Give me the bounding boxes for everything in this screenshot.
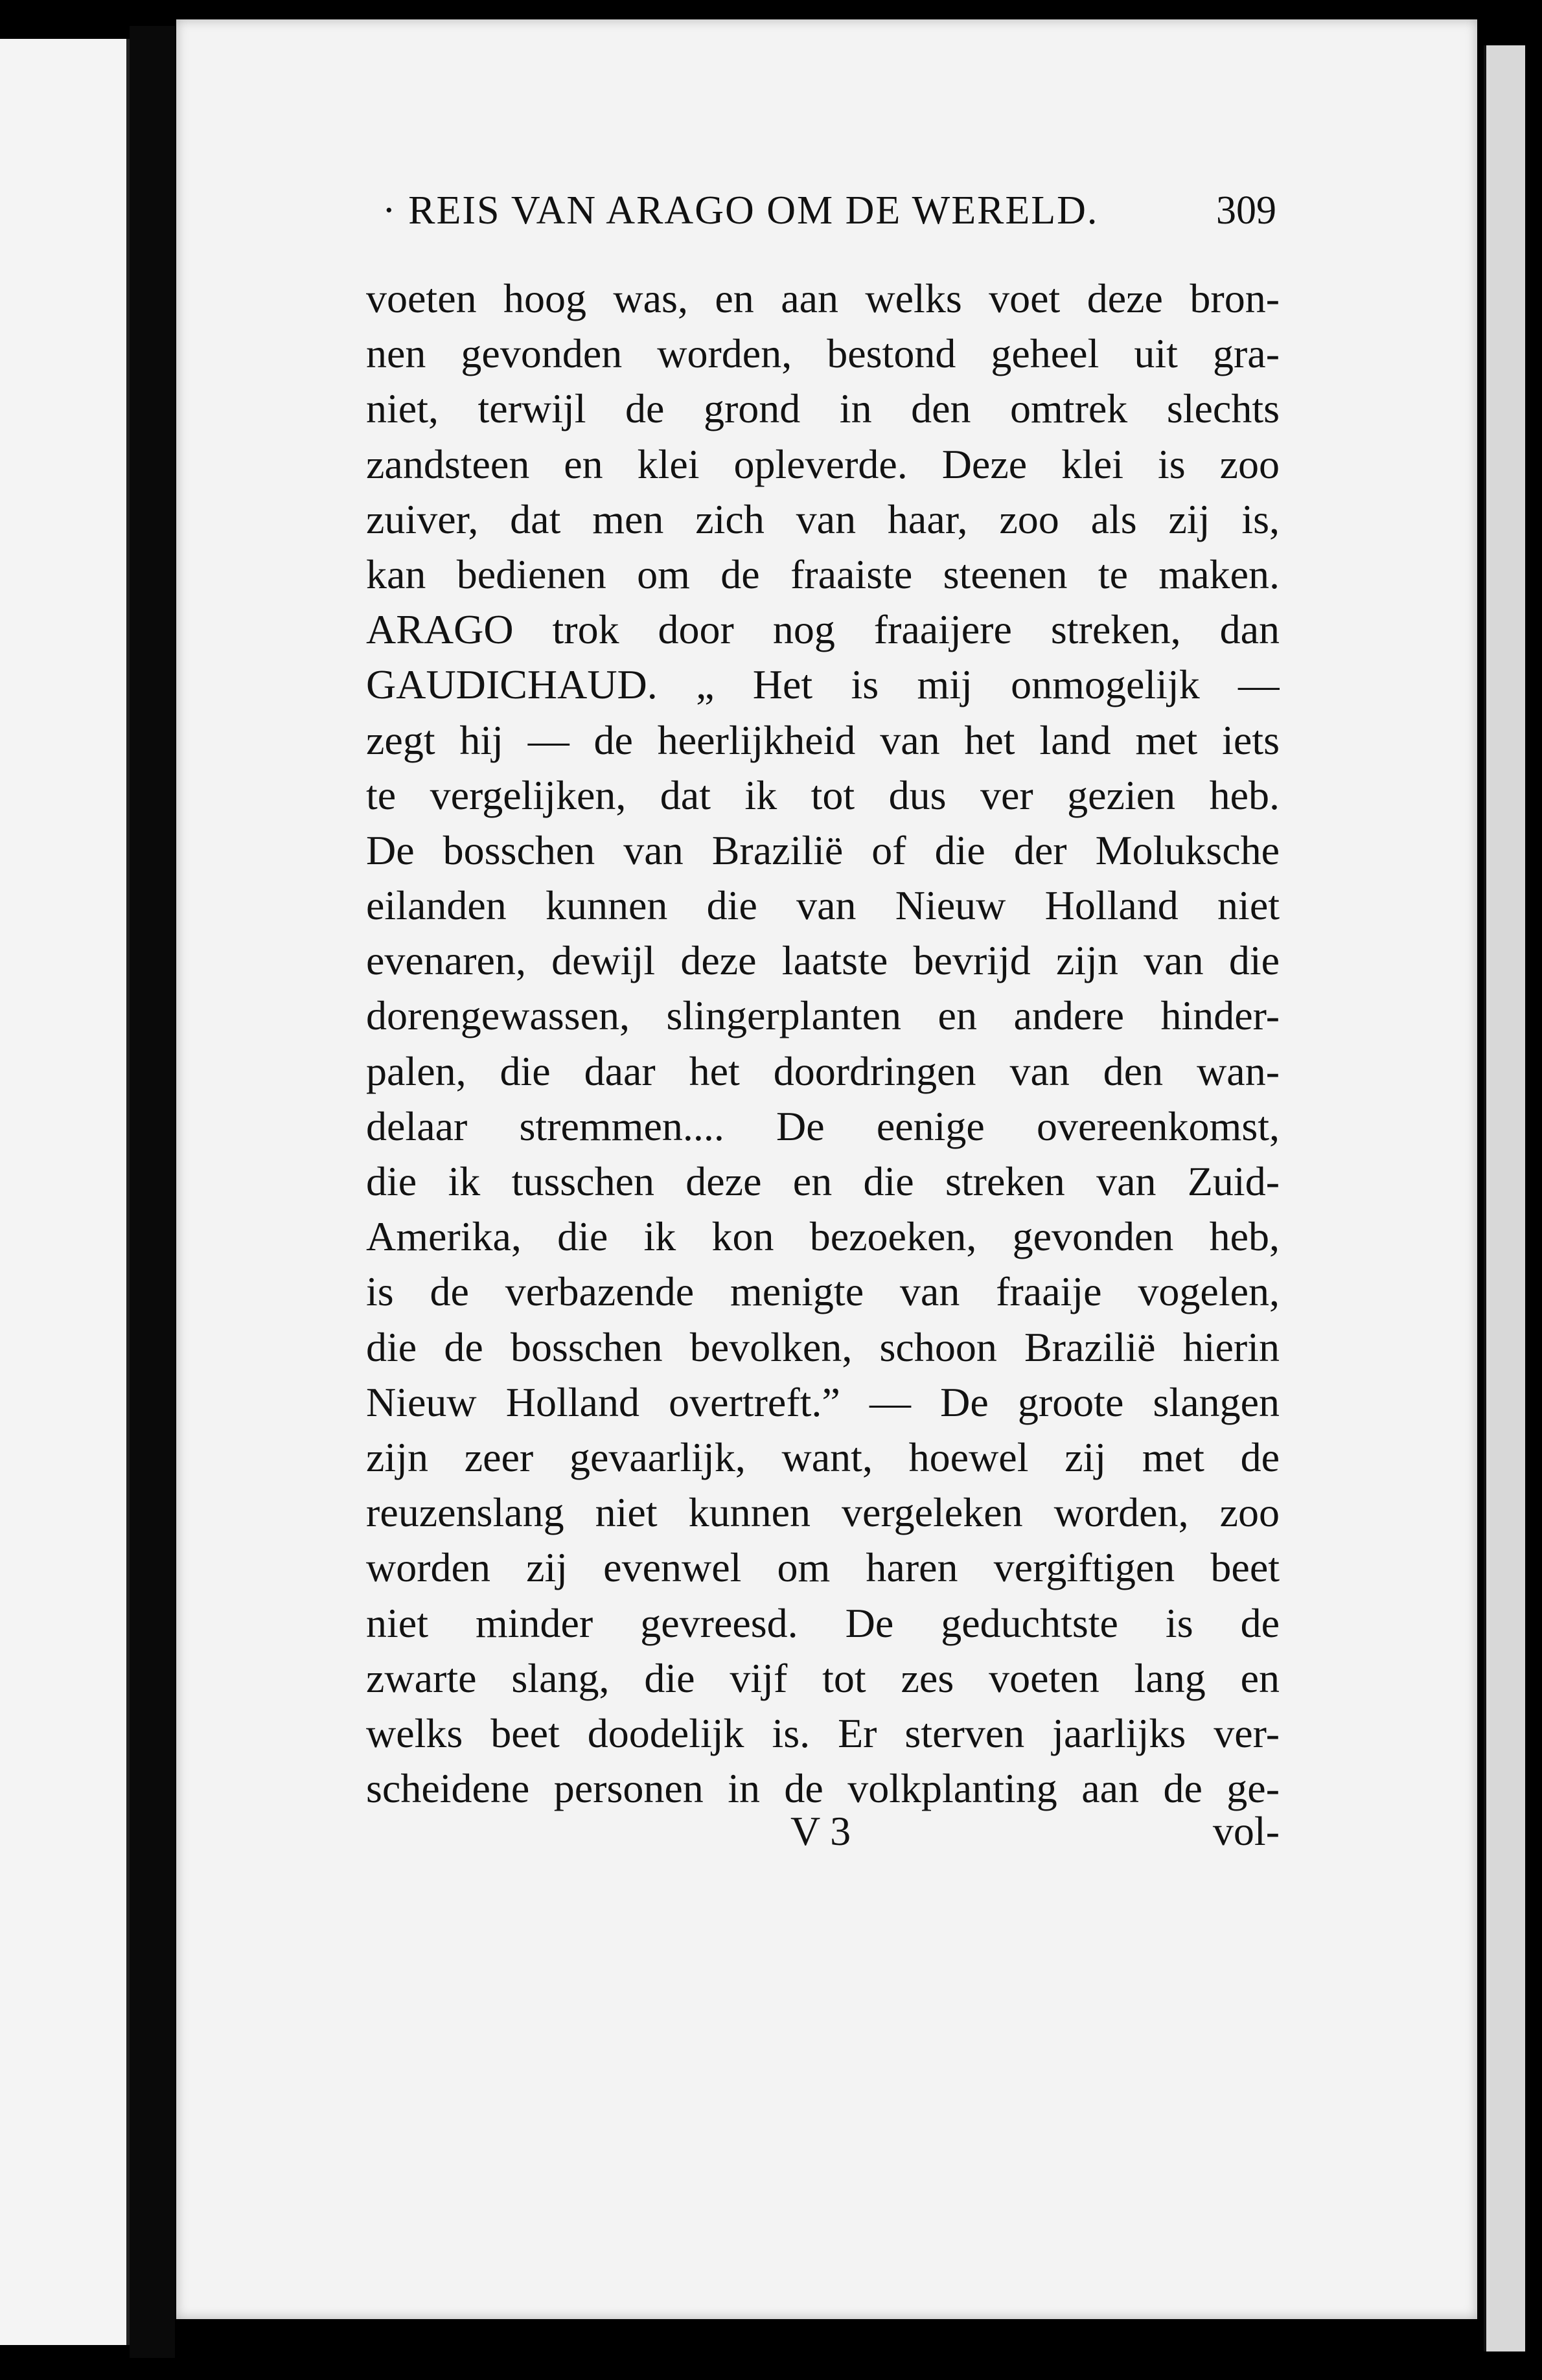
text-line: zegt hij — de heerlijkheid van het land met iets bbox=[366, 716, 1280, 763]
text-line: niet minder gevreesd. De geduchtste is de bbox=[366, 1599, 1280, 1646]
text-line: te vergelijken, dat ik tot dus ver gezien heb. bbox=[366, 772, 1280, 818]
text-line: die ik tusschen deze en die streken van Zuid- bbox=[366, 1158, 1280, 1204]
page-edge-right bbox=[1484, 45, 1525, 2351]
signature-mark: V 3 bbox=[790, 1808, 851, 1854]
text-line: zwarte slang, die vijf tot zes voeten lang en bbox=[366, 1654, 1280, 1701]
text-line: Nieuw Holland overtreft.” — De groote slangen bbox=[366, 1379, 1280, 1425]
text-line: kan bedienen om de fraaiste steenen te maken. bbox=[366, 551, 1280, 597]
page-number: 309 bbox=[1216, 189, 1276, 233]
facing-page-edge bbox=[0, 39, 130, 2345]
text-line: zijn zeer gevaarlijk, want, hoewel zij met de bbox=[366, 1434, 1280, 1480]
text-line: ARAGO trok door nog fraaijere streken, dan bbox=[366, 606, 1280, 653]
text-line: is de verbazende menigte van fraaije vogelen, bbox=[366, 1268, 1280, 1315]
body-text bbox=[366, 271, 1280, 1816]
text-line: voeten hoog was, en aan welks voet deze bron- bbox=[366, 275, 1280, 321]
text-line: welks beet doodelijk is. Er sterven jaarlijks ver- bbox=[366, 1710, 1280, 1756]
text-line: nen gevonden worden, bestond geheel uit gra- bbox=[366, 330, 1280, 377]
running-head-title: · REIS VAN ARAGO OM DE WERELD. bbox=[382, 189, 1099, 233]
text-line: De bosschen van Brazilië of die der Moluksche bbox=[366, 827, 1280, 873]
text-line: scheidene personen in de volkplanting aan de ge- bbox=[366, 1765, 1280, 1812]
text-line: zuiver, dat men zich van haar, zoo als zij is, bbox=[366, 496, 1280, 542]
text-line: niet, terwijl de grond in den omtrek slechts bbox=[366, 385, 1280, 432]
text-line: worden zij evenwel om haren vergiftigen beet bbox=[366, 1544, 1280, 1591]
catchword: vol- bbox=[1212, 1808, 1280, 1854]
text-line: die de bosschen bevolken, schoon Brazilië hierin bbox=[366, 1323, 1280, 1370]
page-footer bbox=[366, 1807, 1280, 1866]
text-line: zandsteen en klei opleverde. Deze klei is zoo bbox=[366, 441, 1280, 487]
text-line: eilanden kunnen die van Nieuw Holland niet bbox=[366, 882, 1280, 929]
text-line: dorengewassen, slingerplanten en andere hinder- bbox=[366, 992, 1280, 1039]
text-line: delaar stremmen.... De eenige overeenkomst, bbox=[366, 1103, 1280, 1149]
running-head bbox=[382, 188, 1276, 246]
text-line: reuzenslang niet kunnen vergeleken worden, zoo bbox=[366, 1489, 1280, 1536]
text-line: Amerika, die ik kon bezoeken, gevonden heb, bbox=[366, 1213, 1280, 1260]
text-line: GAUDICHAUD. „ Het is mij onmogelijk — bbox=[366, 661, 1280, 708]
book-gutter bbox=[130, 26, 175, 2358]
text-line: evenaren, dewijl deze laatste bevrijd zijn van die bbox=[366, 937, 1280, 984]
text-line: palen, die daar het doordringen van den wan- bbox=[366, 1047, 1280, 1094]
